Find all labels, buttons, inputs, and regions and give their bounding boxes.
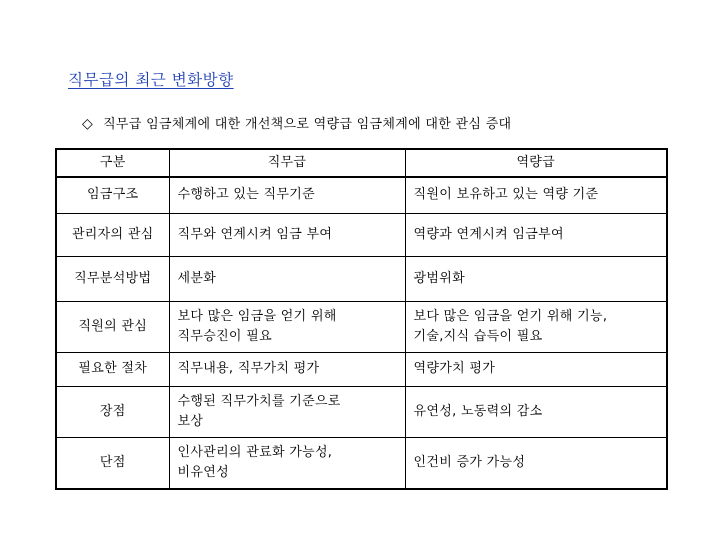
job-cell <box>169 257 405 302</box>
column-header-competency-based-pay: 역량급 <box>405 149 667 177</box>
bullet-line <box>82 113 511 132</box>
table-row <box>56 214 667 257</box>
cell-line: 보상 <box>177 414 204 429</box>
row-label: 단점 <box>56 438 169 490</box>
competency-cell <box>405 438 667 490</box>
row-label: 장점 <box>56 387 169 438</box>
cell-line: 인사관리의 관료화 가능성, <box>177 444 333 460</box>
column-header-job-based-pay: 직무급 <box>169 149 405 177</box>
diamond-bullet-icon: ◇ <box>82 116 94 132</box>
cell-line: 세분화 <box>177 270 217 286</box>
cell-line: 직무내용, 직무가치 평가 <box>177 361 320 377</box>
table-row <box>56 177 667 214</box>
competency-cell <box>405 257 667 302</box>
job-cell <box>169 214 405 257</box>
job-cell <box>169 302 405 353</box>
competency-cell <box>405 353 667 387</box>
cell-line: 보다 많은 임금을 얻기 위해 <box>177 308 337 324</box>
competency-cell <box>405 387 667 438</box>
cell-line: 직무승진이 필요 <box>177 329 272 344</box>
job-cell <box>169 353 405 387</box>
competency-cell <box>405 214 667 257</box>
job-cell <box>169 438 405 490</box>
competency-cell <box>405 302 667 353</box>
job-cell <box>169 177 405 214</box>
row-label: 관리자의 관심 <box>56 214 169 257</box>
cell-line: 직무와 연계시켜 임금 부여 <box>177 226 333 242</box>
row-label: 필요한 절차 <box>56 353 169 387</box>
table-row <box>56 302 667 353</box>
job-cell <box>169 387 405 438</box>
cell-line: 역량가치 평가 <box>413 361 496 377</box>
slide-title: 직무급의 최근 변화방향 <box>68 71 234 89</box>
table-row <box>56 353 667 387</box>
bullet-text: 직무급 임금체계에 대한 개선책으로 역량급 임금체계에 대한 관심 증대 <box>103 117 512 132</box>
cell-line: 인건비 증가 가능성 <box>413 454 526 470</box>
comparison-table <box>55 148 668 490</box>
row-label: 직원의 관심 <box>56 302 169 353</box>
cell-line: 광범위화 <box>413 270 465 286</box>
competency-cell <box>405 177 667 214</box>
cell-line: 비유연성 <box>177 465 229 480</box>
cell-line: 수행하고 있는 직무기준 <box>177 187 315 203</box>
table-row <box>56 257 667 302</box>
cell-line: 직원이 보유하고 있는 역량 기준 <box>413 187 599 203</box>
row-label: 직무분석방법 <box>56 257 169 302</box>
cell-line: 역량과 연계시켜 임금부여 <box>413 226 564 242</box>
table-header-row <box>56 149 667 177</box>
cell-line: 보다 많은 임금을 얻기 위해 기능, <box>413 308 608 324</box>
cell-line: 기술,지식 습득이 필요 <box>413 329 543 344</box>
table-row <box>56 387 667 438</box>
cell-line: 수행된 직무가치를 기준으로 <box>177 393 341 409</box>
row-label: 임금구조 <box>56 177 169 214</box>
cell-line: 유연성, 노동력의 감소 <box>413 403 543 419</box>
table-row <box>56 438 667 490</box>
column-header-category: 구분 <box>56 149 169 177</box>
